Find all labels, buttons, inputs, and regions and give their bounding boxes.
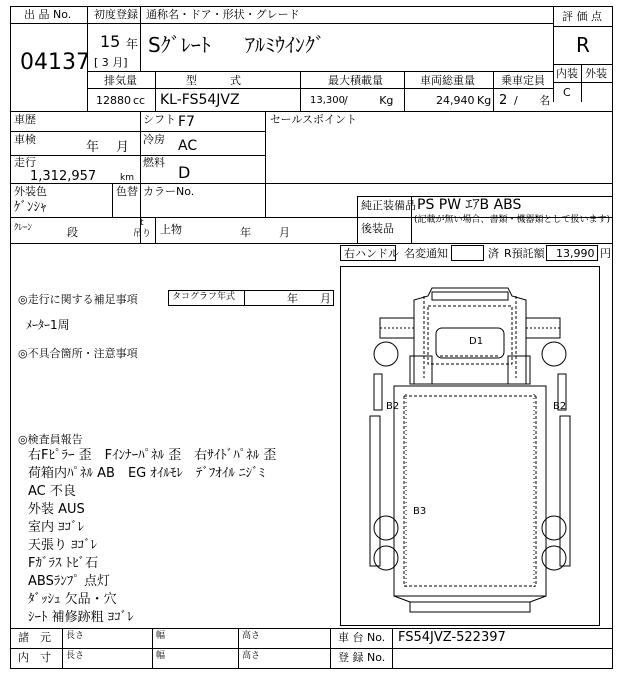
sales-point-label: セールスポイント (270, 113, 358, 126)
exterior-score-label: 外装 (585, 67, 607, 80)
crane-hoist-unit: 吊り (133, 229, 152, 239)
tachograph-year-unit: 年 (287, 292, 298, 305)
first-reg-month: [ 3 月] (94, 56, 128, 69)
exterior-color-label: 外装色 (14, 185, 47, 198)
displacement-unit: cc (133, 94, 146, 107)
inspector-line: ABSﾗﾝﾌﾟ 点灯 (28, 574, 110, 589)
displacement: 12880 (96, 94, 131, 107)
mileage-label: 走行 (14, 156, 36, 169)
max-load-label: 最大積載量 (328, 74, 383, 87)
inspection-label: 車検 (14, 133, 36, 146)
crane-stage-unit: 段 (67, 226, 78, 239)
damage-mark-d1: D1 (469, 336, 484, 347)
lot-no: 04137 (20, 50, 90, 75)
body-type: ｱﾙﾐｳｲﾝｸﾞ (245, 33, 325, 57)
crane-ton-unit: t (140, 218, 144, 228)
exterior-color: ｹﾞﾝｼｬ (14, 200, 47, 215)
color-no-label: カラーNo. (143, 185, 195, 198)
inspector-line: AC 不良 (28, 484, 76, 499)
interior-score-label: 内装 (556, 67, 578, 80)
score-label: 評 価 点 (562, 10, 602, 23)
aircon-label: 冷房 (143, 133, 165, 146)
equipment-value: PS PW ｴｱB ABS (417, 197, 522, 213)
equipment-label: 純正装備品 (361, 199, 416, 212)
max-load-unit: / Kg (344, 94, 394, 107)
upper-year-unit: 年 (240, 226, 251, 239)
first-reg-year-unit: 年 (126, 37, 139, 51)
shift-value: F7 (178, 114, 195, 130)
length-label: 長さ (66, 631, 85, 641)
inspector-line: 外装 AUS (28, 502, 85, 517)
steering: 右ハンドル (344, 247, 399, 260)
shift-label: シフト (143, 113, 176, 126)
name-change-label: 名変通知 (404, 247, 448, 260)
inspector-line: ﾀﾞｯｼｭ 欠品・穴 (28, 592, 117, 607)
displacement-label: 排気量 (104, 74, 137, 87)
truck-diagram (340, 266, 600, 626)
tachograph-month-unit: 月 (320, 292, 331, 305)
grade-name: Sｸﾞﾚｰﾄ (148, 33, 211, 57)
name-change-box (451, 245, 484, 261)
model-code: KL-FS54JVZ (160, 92, 240, 108)
history-label: 車歴 (14, 113, 36, 126)
first-reg-year: 15 (100, 32, 121, 51)
supplementary-title: ◎走行に関する補足事項 (18, 293, 138, 306)
registration-no-label: 登 録 No. (338, 651, 386, 664)
inspector-title: ◎検査員報告 (18, 433, 83, 446)
recycle-unit: 円 (600, 247, 611, 260)
overall-score: R (576, 33, 590, 57)
color-change-label: 色替 (116, 185, 138, 198)
damage-mark-b2-left: B2 (386, 401, 400, 412)
vehicle-name-label: 通称名・ドア・形状・グレード (146, 8, 300, 21)
fuel-value: D (178, 163, 191, 182)
aircon-value: AC (178, 138, 198, 154)
length-label-2: 長さ (66, 651, 85, 661)
chassis-no: FS54JVZ-522397 (398, 630, 506, 645)
inspector-line: Fｶﾞﾗｽ ﾄﾋﾞ石 (28, 556, 99, 571)
lot-no-label: 出 品 No. (24, 8, 72, 21)
width-label: 幅 (156, 631, 166, 641)
chassis-no-label: 車 台 No. (338, 631, 386, 644)
gross-weight: 24,940 (436, 94, 475, 107)
inspector-line: 天張り ﾖｺﾞﾚ (28, 538, 98, 553)
height-label: 高さ (242, 631, 261, 641)
interior-dim-label: 内 寸 (18, 651, 51, 664)
inspector-line: ｼｰﾄ 補修跡粗 ﾖｺﾞﾚ (28, 610, 134, 625)
gross-weight-unit: Kg (477, 94, 492, 107)
capacity-unit: / 名 (514, 94, 551, 107)
inspector-line: 荷箱内ﾊﾟﾈﾙ AB EG ｵｲﾙﾓﾚ ﾃﾞﾌｵｲﾙ ﾆｼﾞﾐ (28, 466, 265, 481)
dimensions-label: 諸 元 (18, 631, 51, 644)
inspector-line: 室内 ﾖｺﾞﾚ (28, 520, 85, 535)
recycle-deposit-label: R預託額 (504, 247, 545, 260)
retrofit-label: 後装品 (361, 222, 394, 235)
mileage-unit: km (120, 173, 134, 183)
interior-score: C (563, 86, 571, 99)
supplementary-text: ﾒｰﾀｰ1周 (26, 318, 70, 332)
tachograph-label: タコグラフ年式 (172, 292, 236, 302)
damage-mark-b3: B3 (413, 506, 427, 517)
inspection-year-unit: 年 (86, 140, 100, 155)
recycle-done-label: 済 (488, 247, 499, 260)
inspector-line: 右Fﾋﾟﾗｰ 歪 Fｲﾝﾅｰﾊﾟﾈﾙ 歪 右ｻｲﾄﾞﾊﾟﾈﾙ 歪 (28, 448, 277, 463)
model-label: 型 式 (186, 74, 241, 87)
capacity-label: 乗車定員 (501, 74, 545, 87)
damage-mark-b2-right: B2 (553, 401, 567, 412)
width-label-2: 幅 (156, 651, 166, 661)
height-label-2: 高さ (242, 651, 261, 661)
upper-body-label: 上物 (160, 223, 182, 236)
fuel-label: 燃料 (143, 156, 165, 169)
retrofit-note: (記載が無い場合、書類・機器類として扱います) (414, 215, 611, 225)
seating-capacity: 2 (499, 93, 508, 108)
inspection-month-unit: 月 (116, 140, 130, 155)
crane-label: ｸﾚｰﾝ (14, 223, 33, 233)
upper-month-unit: 月 (279, 226, 290, 239)
recycle-amount: 13,990 (556, 247, 595, 260)
max-load: 13,300 (310, 95, 345, 106)
gross-weight-label: 車両総重量 (420, 74, 475, 87)
defects-title: ◎不具合箇所・注意事項 (18, 347, 138, 360)
first-reg-label: 初度登録 (94, 8, 138, 21)
mileage-value: 1,312,957 (30, 169, 97, 184)
